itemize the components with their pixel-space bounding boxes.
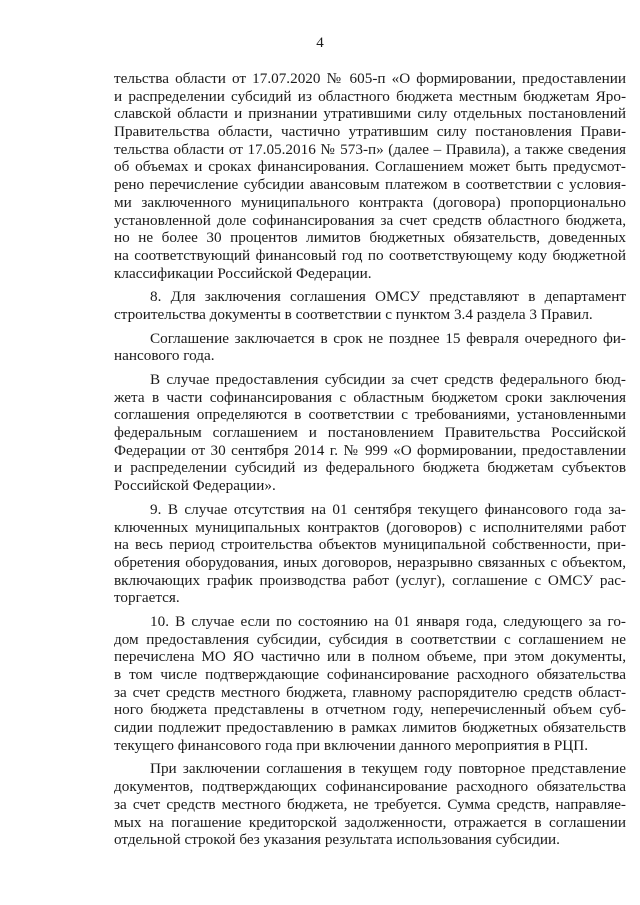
document-body (114, 70, 626, 849)
text-line: на весь период строительства объектов муниципальной собственности, при- (114, 536, 626, 554)
text-line: обретения оборудования, иных договоров, неразрывно связанных с объектом, (114, 553, 626, 571)
text-line: тельства области от 17.07.2020 № 605-п «О формировании, предоставлении (114, 70, 626, 87)
text-line: мых на погашение кредиторской задолженности, отражается в соглашении (114, 813, 626, 831)
page-number: 4 (316, 35, 324, 51)
text-line: тельства области от 17.05.2016 № 573-п» (далее – Правила), а также сведения (114, 140, 626, 158)
text-line: классификации Российской Федерации. (114, 264, 372, 282)
text-line: ключенных муниципальных контрактов (договоров) с исполнителями работ (114, 518, 626, 536)
text-line: дом предоставления субсидии, субсидия в соответствии с соглашением не (114, 630, 626, 648)
text-line: ного бюджета представлены в отчетном году, неперечисленный объем суб- (114, 701, 626, 719)
text-line: славской области и признании утратившими силу отдельных постановлений (114, 105, 626, 123)
text-line: и распределении субсидий из федерального бюджета бюджетам субъектов (114, 459, 626, 477)
text-line: жета в части софинансирования с областным бюджетом сроки заключения (114, 388, 626, 406)
text-line: включающих график производства работ (услуг), соглашение с ОМСУ рас- (114, 571, 626, 589)
text-line: 9. В случае отсутствия на 01 сентября текущего финансового года за- (150, 500, 626, 518)
text-line: Российской Федерации». (114, 477, 276, 495)
text-line: ми заключенного муниципального контракта (договора) пропорционально (114, 193, 626, 211)
paragraph (114, 501, 626, 607)
text-line: об объемах и сроках финансирования. Соглашением может быть предусмот- (114, 158, 626, 176)
text-line: за счет средств местного бюджета, не требуется. Сумма средств, направляе- (114, 795, 626, 813)
paragraph (114, 760, 626, 848)
text-line: нансового года. (114, 347, 215, 365)
text-line: При заключении соглашения в текущем году повторное представление (150, 760, 626, 778)
text-line: в том числе подтверждающие софинансирование расходного обязательства (114, 666, 626, 683)
text-line: установленной доле софинансирования за счет средств областного бюджета, (114, 211, 626, 229)
text-line: строительства документы в соответствии с пунктом 3.4 раздела 3 Правил. (114, 305, 593, 323)
text-line: на соответствующий финансовый год по соответствующему коду бюджетной (114, 246, 626, 264)
text-line: 10. В случае если по состоянию на 01 января года, следующего за го- (150, 612, 626, 630)
text-line: перечислена МО ЯО частично или в полном объеме, при этом документы, (114, 648, 626, 666)
text-line: но не более 30 процентов лимитов бюджетных обязательств, доведенных (114, 229, 626, 247)
paragraph (114, 371, 626, 495)
text-line: торгается. (114, 589, 180, 607)
text-line: за счет средств местного бюджета, главному распорядителю средств област- (114, 683, 626, 701)
paragraph (114, 330, 626, 365)
text-line: Правительства области, частично утратившим силу постановления Прави- (114, 123, 626, 141)
text-line: текущего финансового года при включении данного мероприятия в РЦП. (114, 736, 589, 754)
text-line: сидии подлежит предоставлению в рамках лимитов бюджетных обязательств (114, 719, 626, 737)
text-line: и распределении субсидий из областного бюджета местным бюджетам Яро- (114, 87, 626, 105)
text-line: 8. Для заключения соглашения ОМСУ представляют в департамент (150, 288, 626, 306)
text-line: документов, подтверждающих софинансирование расходного обязательства (114, 778, 626, 796)
text-line: Соглашение заключается в срок не позднее 15 февраля очередного фи- (150, 329, 626, 347)
paragraph (114, 288, 626, 323)
text-line: Федерации от 30 сентября 2014 г. № 999 «О формировании, предоставлении (114, 441, 626, 459)
paragraph (114, 70, 626, 282)
text-line: отдельной строкой без указания результата использования субсидии. (114, 831, 560, 849)
text-line: В случае предоставления субсидии за счет средств федерального бюд- (150, 371, 626, 388)
text-line: федеральным соглашением и постановлением Правительства Российской (114, 424, 626, 442)
paragraph (114, 613, 626, 755)
text-line: соглашения определяются в соответствии с требованиями, установленными (114, 406, 626, 424)
text-line: рено перечисление субсидии авансовым платежом в соответствии с условия- (114, 176, 626, 194)
